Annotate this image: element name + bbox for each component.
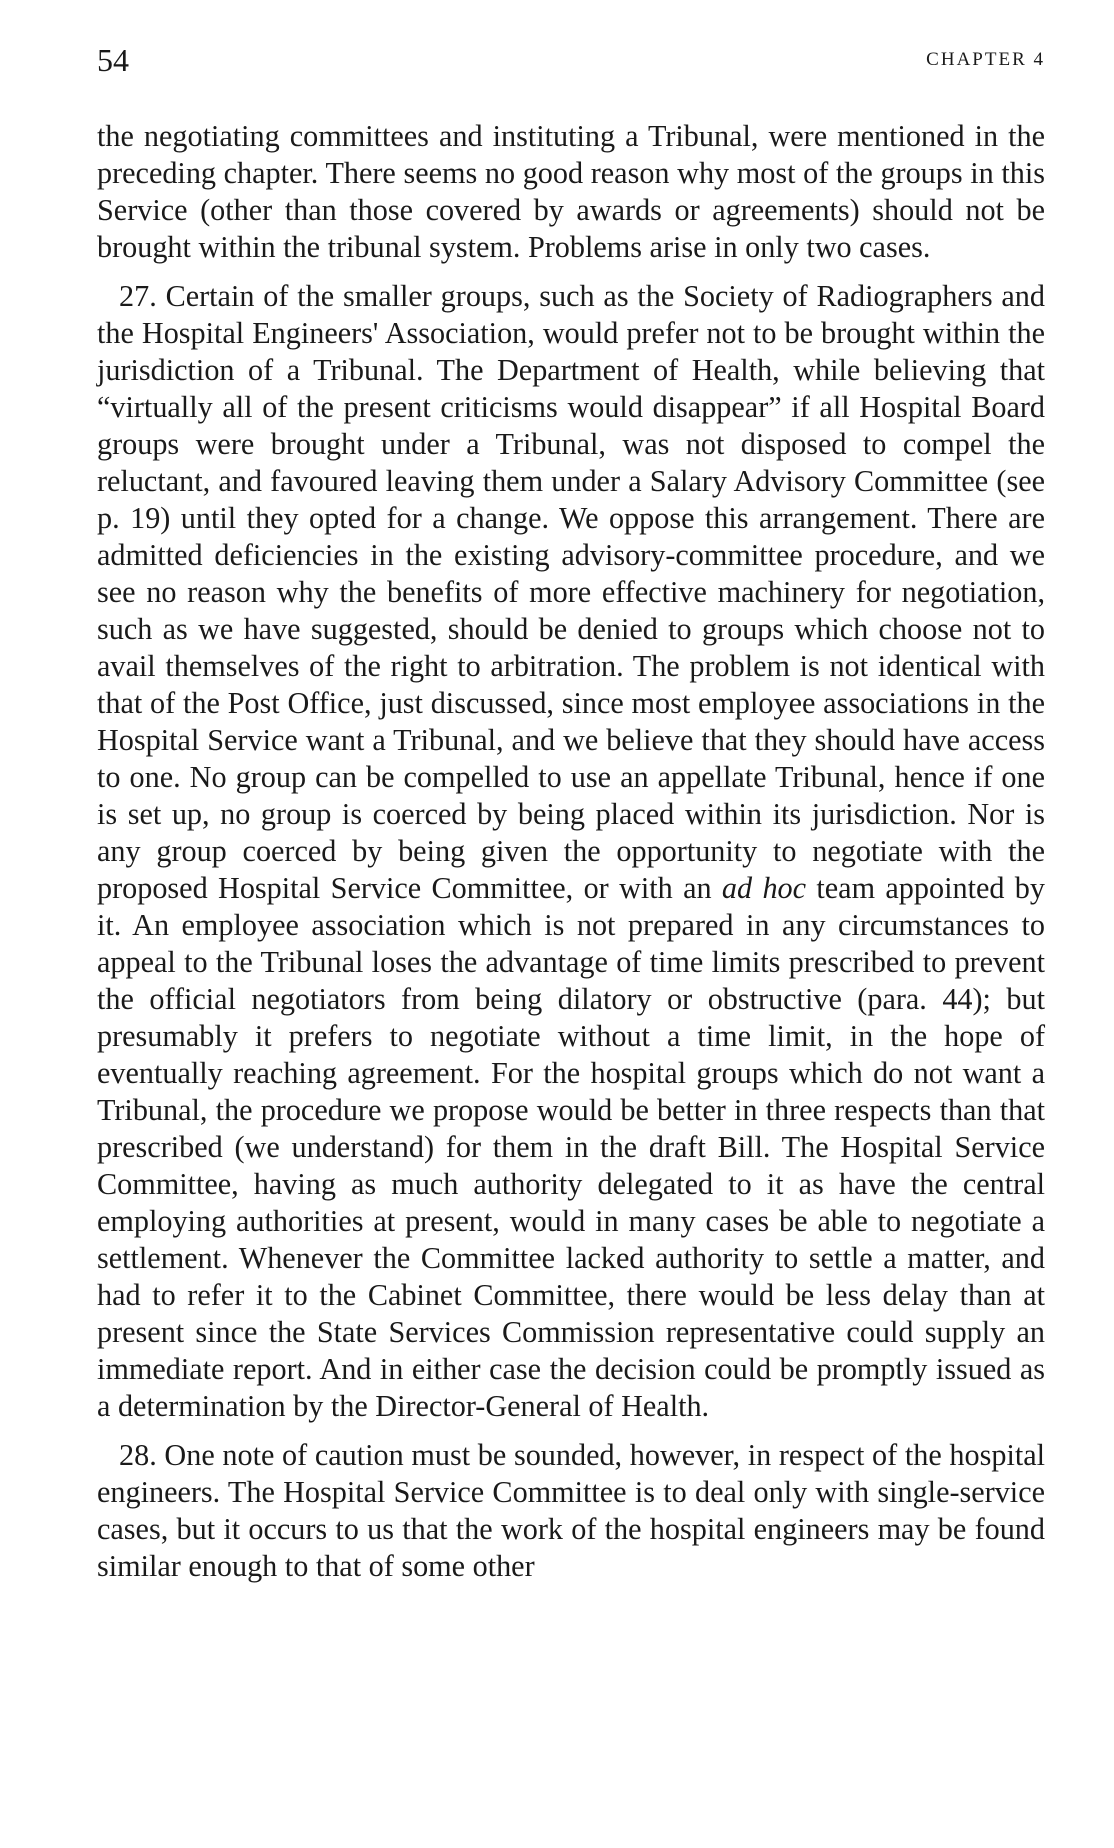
paragraph-text: One note of caution must be sounded, however, in respect of the hospital engineers. The Hospital Service Committee is to deal only with single-service cases, but it occurs to us that the work of the hospital engineers may be found similar enough to that of some other [97, 1438, 1045, 1583]
chapter-label: CHAPTER 4 [926, 49, 1045, 70]
italic-term: ad hoc [721, 871, 807, 905]
page-number: 54 [97, 42, 129, 78]
paragraph-text: team appointed by it. An employee association which is not prepared in any circumstances to appeal to the Tribunal loses the advantage of time limits prescribed to prevent the official negotiators from being dilatory or obstructive (para. 44); but presumably it prefers to negotiate without a time limit, in the hope of eventually reaching agreement. For the hospital groups which do not want a Tribunal, the procedure we propose would be better in three respects than that prescribed (we understand) for them in the draft Bill. The Hospital Service Committee, having as much authority delegated to it as have the central employing authorities at present, would in many cases be able to negotiate a settlement. Whenever the Committee lacked authority to settle a matter, and had to refer it to the Cabinet Committee, there would be less delay than at present since the State Services Commission representative could supply an immediate report. And in either case the decision could be promptly issued as a determination by the Director-General of Health. [97, 871, 1045, 1423]
paragraph-text: the negotiating committees and instituting a Tribunal, were mentioned in the preceding chapter. There seems no good reason why most of the groups in this Service (other than those covered by awards or agreements) should not be brought within the tribunal system. Problems arise in only two cases. [97, 119, 1045, 264]
paragraph-text: Certain of the smaller groups, such as the Society of Radiographers and the Hospital Engineers' Association, would prefer not to be brought within the jurisdiction of a Tribunal. The Department of Health, while believing that “virtually all of the present criticisms would disappear” if all Hospital Board groups were brought under a Tribunal, was not disposed to compel the reluctant, and favoured leaving them under a Salary Advisory Committee (see p. 19) until they opted for a change. We oppose this arrangement. There are admitted deficiencies in the existing advisory-committee procedure, and we see no reason why the benefits of more effective machinery for negotiation, such as we have suggested, should be denied to groups which choose not to avail themselves of the right to arbitration. The problem is not identical with that of the Post Office, just discussed, since most employee associations in the Hospital Service want a Tribunal, and we believe that they should have access to one. No group can be compelled to use an appellate Tribunal, hence if one is set up, no group is coerced by being placed within its jurisdiction. Nor is any group coerced by being given the opportunity to negotiate with the proposed Hospital Service Committee, or with an [97, 279, 1045, 905]
paragraph-continuation [97, 118, 1045, 266]
body-text [97, 118, 1045, 1585]
running-head [97, 40, 1045, 80]
paragraph-28 [97, 1437, 1045, 1585]
paragraph-number: 27. [119, 279, 157, 313]
paragraph-27 [97, 278, 1045, 1425]
paragraph-number: 28. [119, 1438, 157, 1472]
